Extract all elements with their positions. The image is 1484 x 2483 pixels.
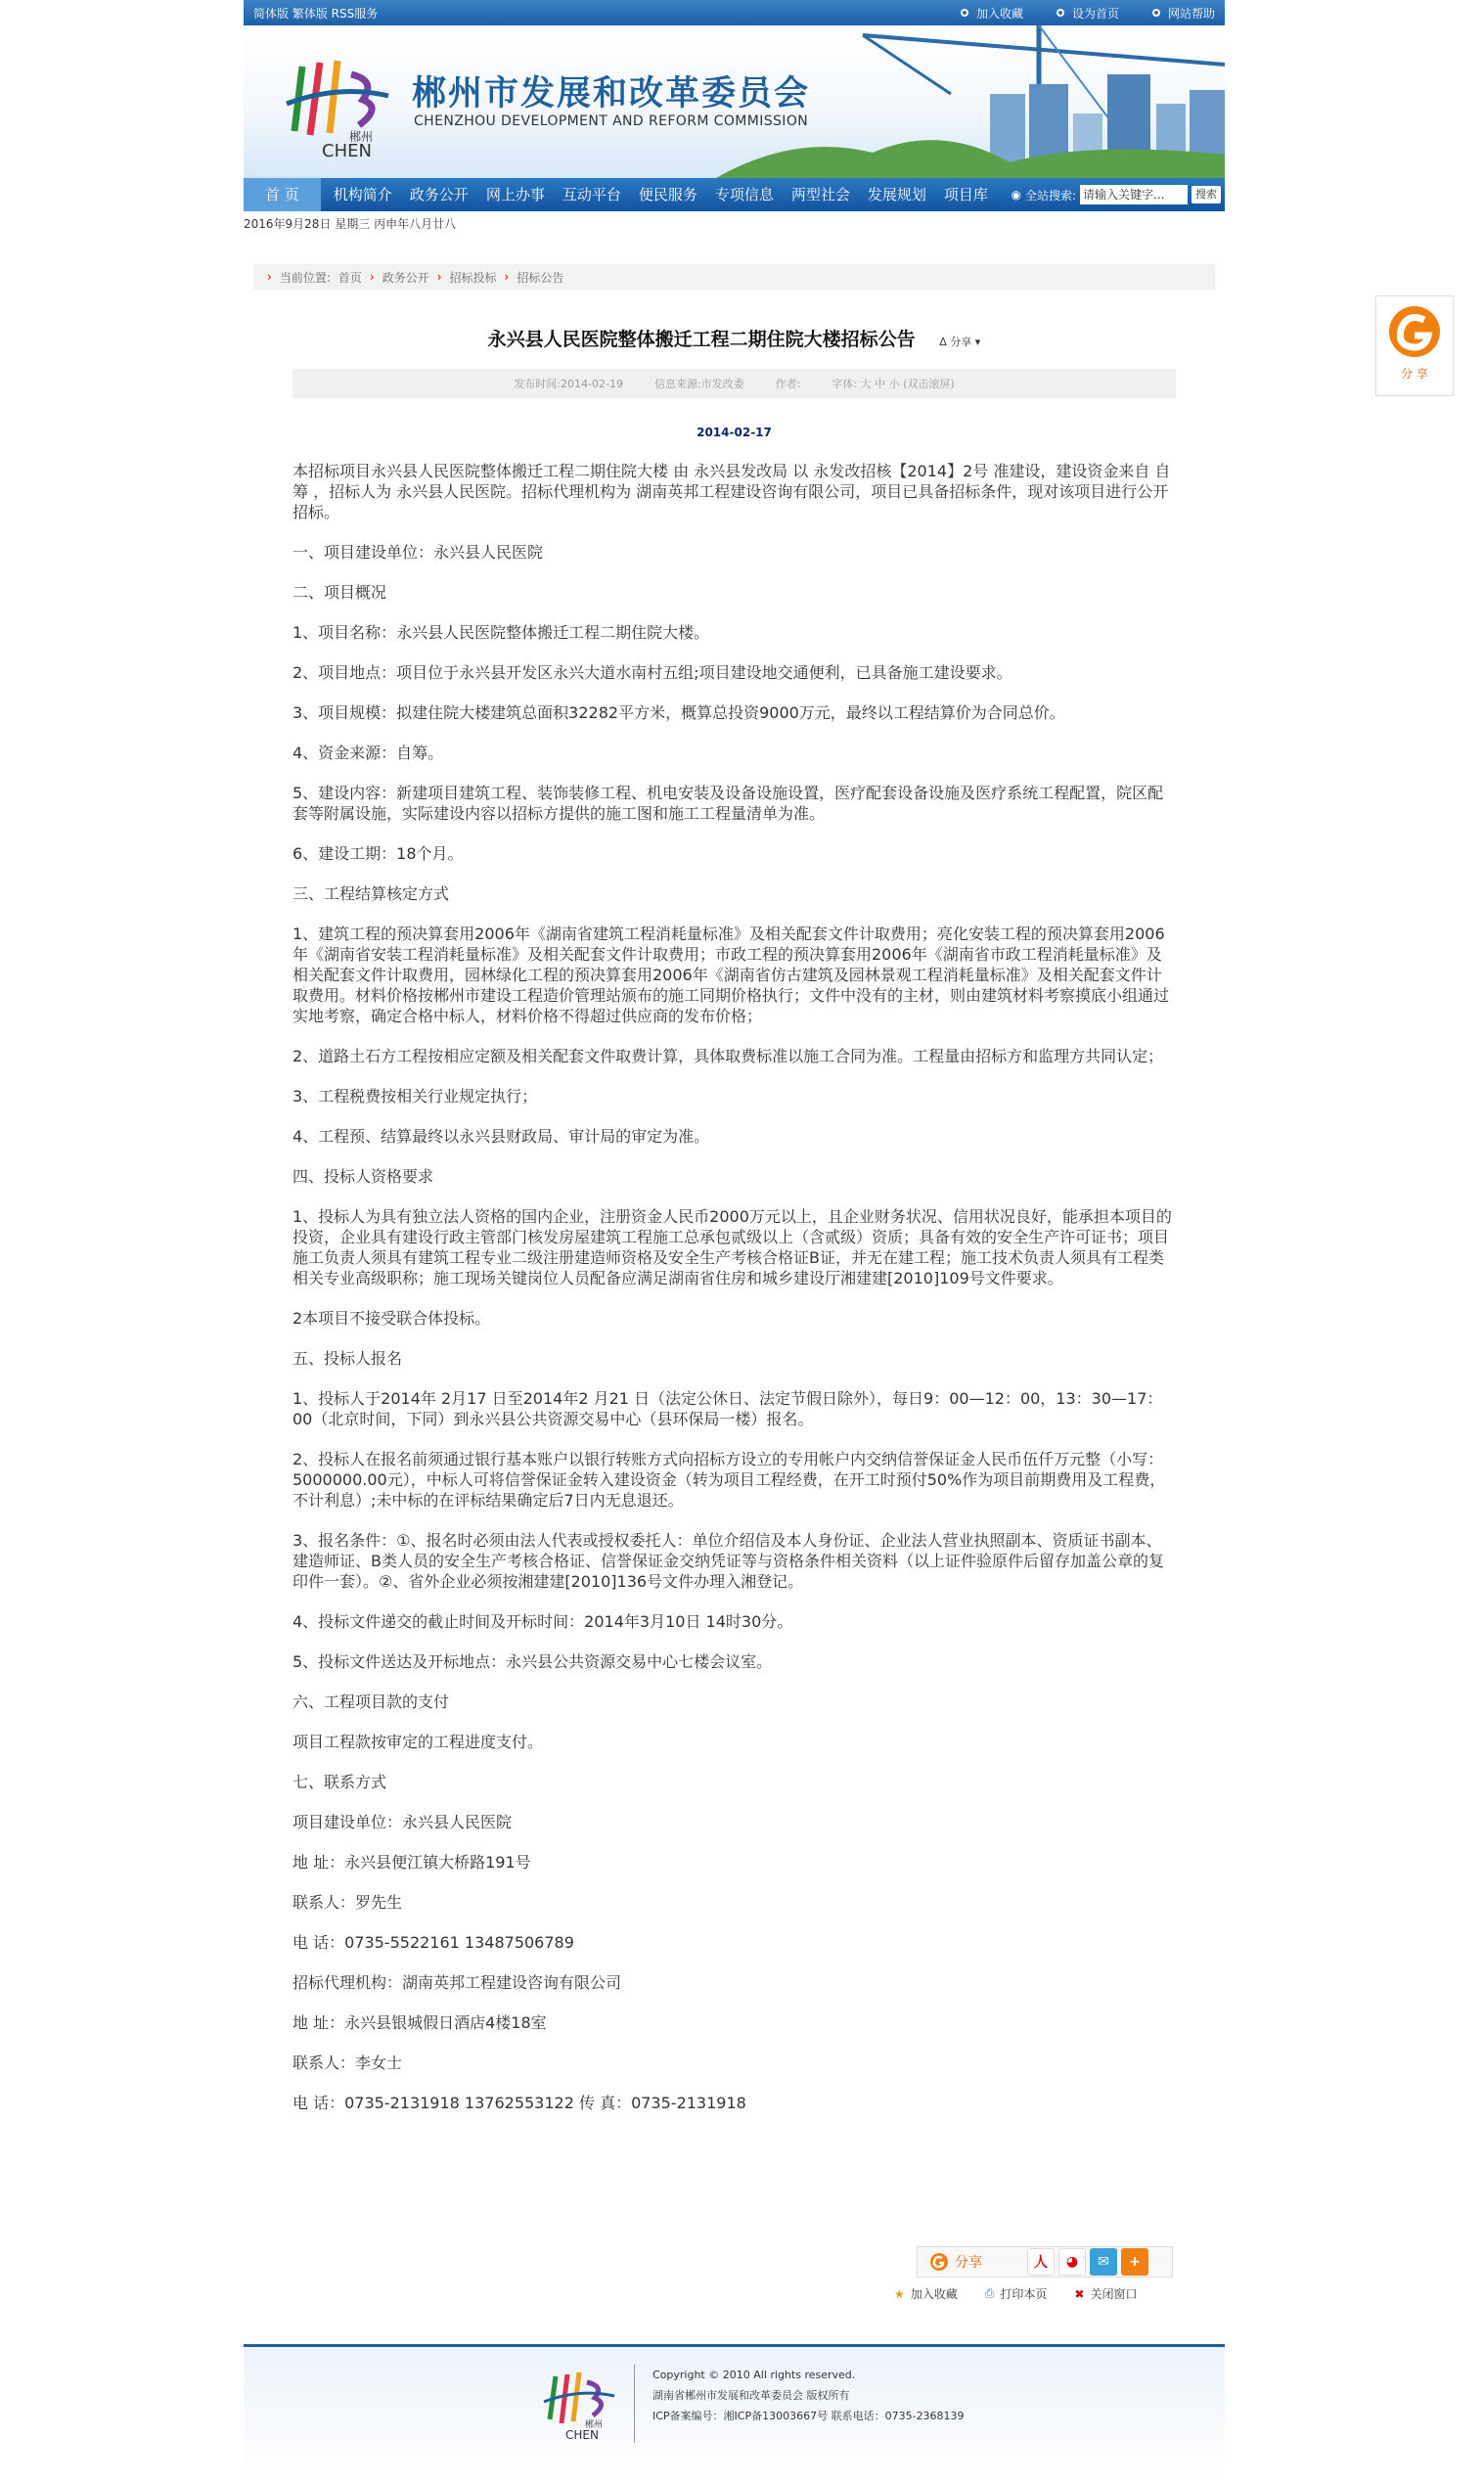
article-paragraph: 3、工程税费按相关行业规定执行； — [292, 1087, 538, 1106]
share-main-button[interactable]: 分享 — [918, 2247, 996, 2277]
nav-online-services[interactable]: 网上办事 — [485, 186, 545, 203]
article-paragraph: 1、建筑工程的预决算套用2006年《湖南省建筑工程消耗量标准》及相关配套文件计取费用；亮化安装工程的预决算套用2006年《湖南省安装工程消耗量标准》及相关配套文件计取费用；市政工程的预决算套用2006年《湖南省市政工程消耗量标准》及相关配套文件计取费用，园林绿化工程的预决算套用2006年《湖南省仿古建筑及园林景观工程消耗量标准》及相关配套文件计取费用。材料价格按郴州市建设工程造价管理站颁布的施工同期价格执行；文件中没有的主材，则由建筑材料考察摸底小组通过实地考察，确定合格中标人，材料价格不得超过供应商的发布价格； — [292, 925, 1170, 1025]
star-icon: ★ — [894, 2286, 905, 2301]
nav-special-info[interactable]: 专项信息 — [714, 186, 774, 203]
arrow-icon: › — [369, 270, 375, 284]
page-container — [244, 0, 1225, 2133]
article-paragraph: 4、资金来源：自筹。 — [292, 744, 444, 762]
article-date: 2014-02-17 — [697, 426, 772, 439]
arrow-icon: › — [267, 270, 272, 284]
nav-two-type-society[interactable]: 两型社会 — [790, 186, 850, 203]
breadcrumb-home[interactable]: 首页 — [337, 270, 362, 285]
article-paragraph: 1、投标人于2014年 2月17 日至2014年2 月21 日（法定公休日、法定节假日除外），每日9：00—12：00，13：30—17：00（北京时间，下同）到永兴县公共资源交易中心（县环保局一楼）报名。 — [292, 1389, 1163, 1428]
article-paragraph: 2、投标人在报名前须通过银行基本账户以银行转账方式向招标方设立的专用帐户内交纳信誉保证金人民币伍仟万元整（小写：5000000.00元），中标人可将信誉保证金转入建设资金（转为项目工程经费，在开工时预付50%作为项目前期费用及工程费，不计利息）;未中标的在评标结果确定后7日内无息退还。 — [292, 1450, 1166, 1510]
nav-interaction[interactable]: 互动平台 — [562, 186, 621, 203]
footer-divider — [634, 2365, 635, 2443]
article-paragraph: 4、投标文件递交的截止时间及开标时间：2014年3月10日 14时30分。 — [292, 1612, 793, 1631]
article-paragraph: 4、工程预、结算最终以永兴县财政局、审计局的审定为准。 — [292, 1127, 710, 1146]
article-paragraph: 地 址：永兴县银城假日酒店4楼18室 — [292, 2013, 547, 2032]
article-paragraph: 四、投标人资格要求 — [292, 1167, 434, 1186]
site-title: 郴州市发展和改革委员会 — [412, 74, 811, 113]
article-paragraph: 一、项目建设单位：永兴县人民医院 — [292, 543, 544, 562]
breadcrumb-gov-affairs[interactable]: 政务公开 — [382, 270, 429, 285]
article-paragraph: 2、道路土石方工程按相应定额及相关配套文件取费计算，具体取费标准以施工合同为准。工程量由招标方和监理方共同认定； — [292, 1047, 1164, 1065]
share-logo-icon — [1385, 302, 1444, 361]
info-source: 信息来源:市发改委 — [653, 378, 744, 390]
qzone-share-icon[interactable]: ✉ — [1090, 2248, 1117, 2276]
nav-planning[interactable]: 发展规划 — [867, 186, 926, 203]
article-paragraph: 联系人：李女士 — [292, 2054, 403, 2072]
search-label: 全站搜索: — [1024, 188, 1076, 203]
floating-share-label: 分 享 — [1401, 367, 1428, 381]
nav-public-services[interactable]: 便民服务 — [638, 186, 697, 203]
arrow-icon: › — [504, 270, 510, 284]
article-paragraph: 联系人：罗先生 — [292, 1893, 403, 1912]
print-page-tool[interactable]: ⎙ 打印本页 — [984, 2286, 1048, 2301]
copyright: Copyright © 2010 All rights reserved. — [652, 2369, 856, 2381]
close-icon: ✖ — [1074, 2286, 1085, 2301]
breadcrumb — [253, 264, 1215, 290]
font-size-controls[interactable]: 字体: 大 中 小 (双击滚屏) — [832, 378, 955, 390]
article-paragraph: 5、建设内容：新建项目建筑工程、装饰装修工程、机电安装及设备设施设置，医疗配套设备设施及医疗系统工程配置，院区配套等附属设施，实际建设内容以招标方提供的施工图和施工工程量清单为准。 — [292, 784, 1164, 823]
breadcrumb-bidding[interactable]: 招标投标 — [449, 270, 497, 285]
site-subtitle: CHENZHOU DEVELOPMENT AND REFORM COMMISSION — [414, 113, 809, 129]
nav-project-db[interactable]: 项目库 — [943, 186, 988, 203]
article-paragraph: 3、报名条件：①、报名时必须由法人代表或授权委托人：单位介绍信及本人身份证、企业法人营业执照副本、资质证书副本、建造师证、B类人员的安全生产考核合格证、信誉保证金交纳凭证等与资格条件相关资料（以上证件验原件后留存加盖公章的复印件一套）。②、省外企业必须按湘建建[2010]136号文件办理入湘登记。 — [292, 1531, 1164, 1591]
article-paragraph: 3、项目规模：拟建住院大楼建筑总面积32282平方米，概算总投资9000万元，最终以工程结算价为合同总价。 — [292, 703, 1065, 722]
article-paragraph: 项目工程款按审定的工程进度支付。 — [292, 1733, 544, 1751]
set-homepage-link[interactable]: 设为首页 — [1057, 5, 1119, 22]
article-meta — [292, 369, 1176, 398]
svg-text:CHEN: CHEN — [322, 141, 372, 161]
article-paragraph: 2、项目地点：项目位于永兴县开发区永兴大道水南村五组;项目建设地交通便利，已具备施工建设要求。 — [292, 663, 1012, 682]
article-paragraph: 1、投标人为具有独立法人资格的国内企业，注册资金人民币2000万元以上，且企业财务状况、信用状况良好，能承担本项目的投资，企业具有建设行政主管部门核发房屋建筑工程施工总承包贰级以上（含贰级）资质；具备有效的安全生产许可证书；项目施工负责人须具有建筑工程专业二级注册建造师资格及安全生产考核合格证B证，并无在建工程；施工技术负责人须具有工程类相关专业高级职称；施工现场关键岗位人员配备应满足湖南省住房和城乡建设厅湘建建[2010]109号文件要求。 — [292, 1207, 1172, 1287]
share-bar — [917, 2246, 1173, 2278]
close-window-tool[interactable]: ✖ 关闭窗口 — [1074, 2286, 1138, 2301]
author: 作者: — [775, 378, 801, 390]
nav-gov-affairs[interactable]: 政务公开 — [409, 186, 469, 203]
article-paragraph: 六、工程项目款的支付 — [292, 1693, 450, 1711]
weibo-share-icon[interactable]: ◕ — [1058, 2248, 1086, 2276]
bullet-icon — [961, 9, 968, 17]
arrow-icon: › — [436, 270, 442, 284]
svg-text:郴州: 郴州 — [349, 130, 374, 144]
breadcrumb-current[interactable]: 招标公告 — [517, 270, 564, 285]
article-paragraph: 地 址：永兴县便江镇大桥路191号 — [292, 1853, 531, 1872]
add-favorite-tool[interactable]: ★ 加入收藏 — [894, 2286, 958, 2301]
article-paragraph: 电 话：0735-5522161 13487506789 — [292, 1933, 574, 1952]
main-nav — [244, 178, 1225, 211]
page-tools — [894, 2285, 1137, 2302]
article-paragraph: 6、建设工期：18个月。 — [292, 844, 464, 863]
article-title — [292, 325, 1176, 351]
nav-about[interactable]: 机构简介 — [333, 186, 392, 203]
bullet-icon — [1152, 9, 1160, 17]
site-search — [1011, 185, 1225, 204]
article-paragraph: 2本项目不接受联合体投标。 — [292, 1309, 491, 1328]
article-paragraph: 五、投标人报名 — [292, 1349, 403, 1368]
svg-text:郴州: 郴州 — [585, 2420, 604, 2430]
header-banner — [244, 25, 1225, 178]
commission-logo — [281, 55, 398, 162]
article-title-text: 永兴县人民医院整体搬迁工程二期住院大楼招标公告 — [487, 329, 916, 350]
article — [292, 325, 1176, 2113]
top-bar — [244, 0, 1225, 25]
search-icon: ◉ — [1011, 188, 1021, 202]
search-button[interactable]: 搜索 — [1192, 186, 1221, 203]
nav-home[interactable]: 首 页 — [244, 178, 321, 211]
breadcrumb-label: 当前位置: — [279, 270, 331, 285]
cityscape-image — [716, 25, 1225, 178]
article-paragraph: 三、工程结算核定方式 — [292, 884, 450, 903]
article-paragraph: 本招标项目永兴县人民医院整体搬迁工程二期住院大楼 由 永兴县发改局 以 永发改招核【2014】2号 准建设，建设资金来自 自筹 ，招标人为 永兴县人民医院。招标代理机构为 湖南英邦工程建设咨询有限公司，项目已具备招标条件，现对该项目进行公开招标。 — [292, 462, 1171, 521]
printer-icon: ⎙ — [984, 2286, 995, 2300]
article-paragraph: 二、项目概况 — [292, 583, 387, 602]
article-paragraph: 电 话：0735-2131918 13762553122 传 真：0735-2131918 — [292, 2094, 746, 2112]
share-logo-icon — [929, 2252, 949, 2272]
footer — [244, 2344, 1225, 2483]
add-favorite-link[interactable]: 加入收藏 — [961, 5, 1023, 22]
footer-logo — [540, 2369, 618, 2442]
article-body — [292, 461, 1176, 2113]
current-date: 2016年9月28日 星期三 丙申年八月廿八 — [244, 217, 457, 231]
icp-info: ICP备案编号：湘ICP备13003667号 联系电话：0735-2368139 — [652, 2410, 965, 2422]
bullet-icon — [1057, 9, 1064, 17]
search-input[interactable]: 请输入关键字... — [1080, 185, 1188, 204]
more-share-icon[interactable]: + — [1121, 2248, 1148, 2276]
renren-share-icon[interactable]: 人 — [1027, 2248, 1055, 2276]
language-links[interactable]: 简体版 繁体版 RSS服务 — [253, 6, 379, 21]
article-paragraph: 1、项目名称：永兴县人民医院整体搬迁工程二期住院大楼。 — [292, 623, 710, 642]
copyright-owner: 湖南省郴州市发展和改革委员会 版权所有 — [652, 2389, 850, 2402]
article-paragraph: 项目建设单位：永兴县人民医院 — [292, 1813, 513, 1831]
article-paragraph: 招标代理机构：湖南英邦工程建设咨询有限公司 — [292, 1973, 622, 1992]
publish-time: 发布时间:2014-02-19 — [514, 378, 623, 390]
svg-text:CHEN: CHEN — [565, 2428, 599, 2442]
share-dropdown[interactable]: ᐃ 分享 ▾ — [939, 336, 981, 348]
article-paragraph: 5、投标文件送达及开标地点：永兴县公共资源交易中心七楼会议室。 — [292, 1652, 773, 1671]
floating-share-button[interactable] — [1375, 295, 1454, 396]
site-help-link[interactable]: 网站帮助 — [1152, 5, 1215, 22]
footer-text — [652, 2365, 965, 2426]
article-paragraph: 七、联系方式 — [292, 1773, 387, 1791]
